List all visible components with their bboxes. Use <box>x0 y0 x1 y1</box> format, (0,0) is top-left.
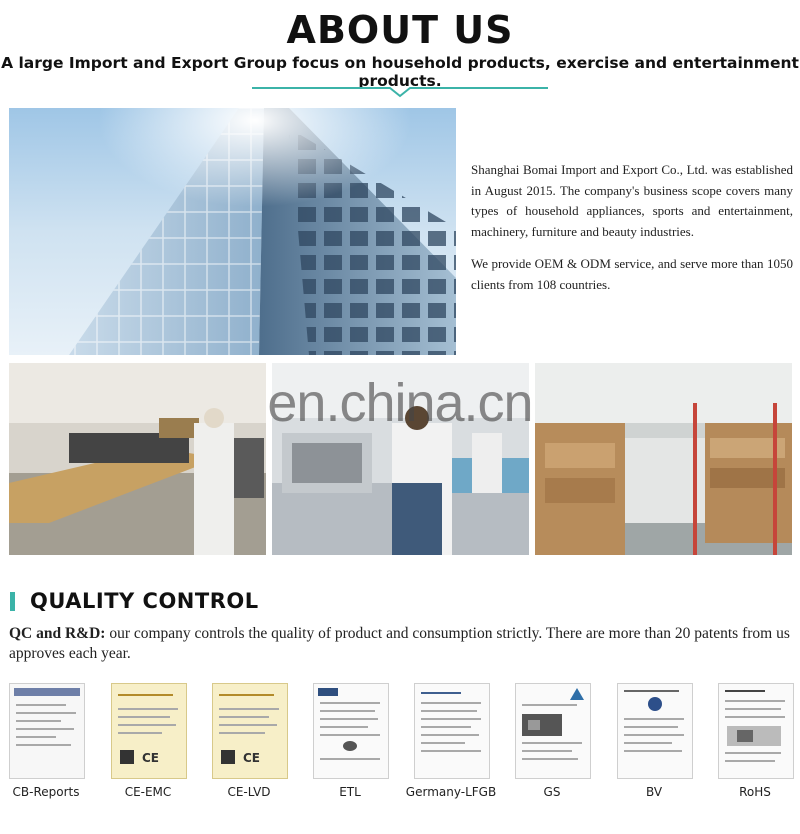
intro-paragraph-2: We provide OEM & ODM service, and serve more than 1050 clients from 108 countries. <box>471 256 793 292</box>
certificate-text-line <box>624 726 678 728</box>
certificate-text-line <box>725 760 775 762</box>
certificate-text-line <box>624 718 684 720</box>
section-accent-bar <box>10 592 15 611</box>
certificate-text-line <box>522 704 577 706</box>
certificate-label: CE-EMC <box>124 785 172 799</box>
certificate-ce-emc-image <box>111 683 187 779</box>
certificate-text-line <box>320 702 380 704</box>
certificate-text-line <box>320 758 380 760</box>
certificate-text-line <box>421 750 481 752</box>
ce-mark-icon <box>120 750 178 766</box>
certificate-text-line <box>118 716 170 718</box>
certificate-text-line <box>522 750 572 752</box>
certificate-text-line <box>421 734 479 736</box>
certificate-germany-lfgb-image <box>414 683 490 779</box>
certificate-label: RoHS <box>739 785 771 799</box>
certificate-cb-reports-image <box>9 683 85 779</box>
certificate-text-line <box>320 710 375 712</box>
gs-logo-icon <box>570 688 584 700</box>
certificate-text-line <box>320 718 378 720</box>
certificate-text-line <box>16 720 61 722</box>
quality-control-text <box>9 624 795 664</box>
certificate-text-line <box>624 734 684 736</box>
certificate-text-line <box>522 758 578 760</box>
certificate-title-line <box>624 690 679 692</box>
product-photo-icon <box>727 726 781 746</box>
certificate-text-line <box>16 744 71 746</box>
certificate-title-line <box>421 692 461 694</box>
certificate-text-line <box>421 710 477 712</box>
certificate-header <box>14 688 80 696</box>
certificate-text-line <box>16 712 76 714</box>
certificate-bv-image <box>617 683 693 779</box>
certificate-label: CB-Reports <box>12 785 80 799</box>
certificate-text-line <box>219 716 269 718</box>
certificate-text-line <box>219 724 277 726</box>
certificate-label: ETL <box>339 785 361 799</box>
svg-text:CE: CE <box>142 751 160 765</box>
certificate-title-line <box>118 694 173 696</box>
qc-lead-text: QC and R&D: <box>9 625 106 642</box>
certificate-text-line <box>522 742 582 744</box>
about-us-subtitle: A large Import and Export Group focus on household products, exercise and entertainment products. <box>1 54 799 90</box>
certificate-text-line <box>16 736 56 738</box>
certificate-text-line <box>219 732 265 734</box>
certificate-ce-lvd-image <box>212 683 288 779</box>
certificate-text-line <box>725 752 781 754</box>
quality-control-title: QUALITY CONTROL <box>30 589 259 613</box>
company-introduction <box>471 160 793 307</box>
certificate-text-line <box>16 728 74 730</box>
certificate-text-line <box>725 708 781 710</box>
certificate-etl-image <box>313 683 389 779</box>
certificate-gs-image <box>515 683 591 779</box>
certificate-text-line <box>624 742 672 744</box>
certificate-label: Germany-LFGB <box>405 785 497 799</box>
qc-body-text: our company controls the quality of product and consumption strictly. There are more than 20 patents from us approves each year. <box>9 625 790 662</box>
intro-paragraph-1: Shanghai Bomai Import and Export Co., Ltd. was established in August 2015. The company's business scope covers many types of household appliances, sports and entertainment, machinery, furniture and beauty industries. <box>471 162 793 239</box>
ce-mark-icon <box>221 750 279 766</box>
certificate-text-line <box>725 700 785 702</box>
certificate-header <box>318 688 338 696</box>
certificate-label: BV <box>645 785 663 799</box>
company-building-image <box>9 108 456 355</box>
about-us-title: ABOUT US <box>286 8 514 52</box>
section-divider <box>252 78 548 100</box>
svg-text:CE: CE <box>243 751 261 765</box>
certificate-text-line <box>118 732 162 734</box>
certificate-text-line <box>320 726 368 728</box>
certificate-text-line <box>118 708 178 710</box>
certificate-text-line <box>320 734 380 736</box>
certificate-title-line <box>725 690 765 692</box>
certificate-label: GS <box>543 785 561 799</box>
certificate-rohs-image <box>718 683 794 779</box>
certificate-text-line <box>219 708 279 710</box>
certificate-label: CE-LVD <box>227 785 271 799</box>
certificate-text-line <box>421 718 481 720</box>
certificate-text-line <box>421 742 465 744</box>
bv-seal-icon <box>647 696 663 712</box>
certificate-text-line <box>421 702 481 704</box>
certificate-text-line <box>118 724 176 726</box>
product-photo-icon <box>522 714 562 736</box>
etl-seal-icon <box>342 740 358 752</box>
certificate-text-line <box>421 726 471 728</box>
certificate-text-line <box>725 716 785 718</box>
certificate-text-line <box>624 750 682 752</box>
watermark-text: en.china.cn <box>267 373 533 433</box>
certificate-title-line <box>219 694 274 696</box>
certificate-text-line <box>16 704 66 706</box>
